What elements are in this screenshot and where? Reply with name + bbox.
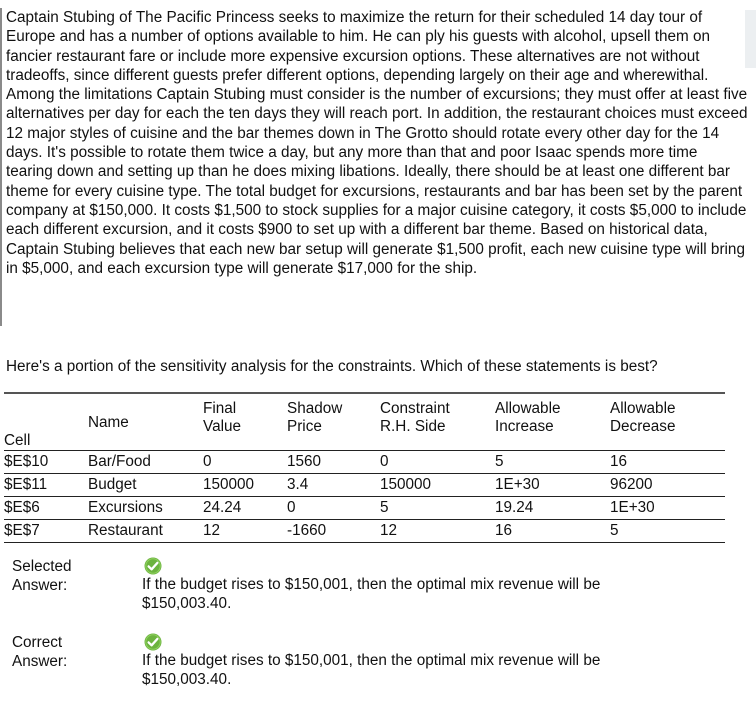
row-name: Bar/Food	[88, 453, 151, 470]
row-cell: $E$10	[4, 453, 49, 470]
header-allowable-decrease-line2: Decrease	[610, 418, 676, 435]
header-constraint-rhs-line2: R.H. Side	[380, 418, 446, 435]
question-prompt: Here's a portion of the sensitivity analysis for the constraints. Which of these statements is best?	[6, 358, 658, 375]
header-allowable-decrease-line1: Allowable	[610, 400, 676, 417]
correct-answer	[142, 633, 642, 689]
question-text: Captain Stubing of The Pacific Princess seeks to maximize the return for their scheduled 14 day tour of Europe and has a number of options available to him. He can ply his guests with alcohol, upsell them on fancier restaurant fare or include more expensive excursion options. These alternatives are not without tradeoffs, since different guests prefer different options, depending largely on their age and wherewithal. Among the limitations Captain Stubing must consider is the number of excursions; they must offer at least five alternatives per day for each the ten days they will reach port. In addition, the restaurant choices must exceed 12 major styles of cuisine and the bar themes down in The Grotto should rotate every other day for the 14 days. It's possible to rotate them twice a day, but any more than that and poor Isaac spends more time tearing down and setting up than he does mixing libations. Ideally, there should be at least one different bar theme for every cuisine type. The total budget for excursions, restaurants and bar has been set by the parent company at $150,000. It costs $1,500 to stock supplies for a major cuisine category, it costs $5,000 to include each different excursion, and it costs $900 to set up with a different bar theme. Based on historical data, Captain Stubing believes that each new bar setup will generate $1,500 profit, each new cuisine type will bring in $5,000, and each excursion type will generate $17,000 for the ship.	[6, 9, 748, 277]
row-allowable-increase: 1E+30	[495, 476, 540, 493]
header-allowable-increase-line1: Allowable	[495, 400, 561, 417]
header-allowable-decrease	[610, 400, 725, 451]
header-name: Name	[88, 414, 129, 431]
header-final-value-line2: Value	[203, 418, 241, 435]
row-cell: $E$6	[4, 499, 40, 516]
row-constraint-rhs: 5	[380, 499, 389, 516]
row-allowable-increase: 5	[495, 453, 504, 470]
row-shadow-price: 0	[287, 499, 296, 516]
correct-answer-label-line1: Correct	[12, 634, 63, 651]
header-final-value-line1: Final	[203, 400, 237, 417]
table-top-rule	[4, 392, 725, 394]
row-allowable-decrease: 16	[610, 453, 628, 470]
selected-answer-label-line1: Selected	[12, 558, 72, 575]
row-allowable-increase: 16	[495, 522, 513, 539]
row-final-value: 24.24	[203, 499, 242, 516]
table-row	[4, 451, 725, 474]
row-final-value: 12	[203, 522, 221, 539]
correct-check-icon	[144, 633, 162, 651]
table-row	[4, 497, 725, 520]
header-shadow-price-line2: Price	[287, 418, 322, 435]
row-allowable-increase: 19.24	[495, 499, 534, 516]
table-row	[4, 520, 725, 543]
selected-answer-label-line2: Answer:	[12, 577, 68, 594]
header-allowable-increase	[495, 400, 610, 451]
table-header-row	[4, 400, 725, 451]
row-shadow-price: -1660	[287, 522, 327, 539]
row-name: Restaurant	[88, 522, 163, 539]
row-cell: $E$7	[4, 522, 40, 539]
row-name: Excursions	[88, 499, 163, 516]
sensitivity-table	[4, 400, 725, 543]
header-constraint-rhs	[380, 400, 495, 451]
selected-answer-label	[12, 557, 72, 595]
row-allowable-decrease: 96200	[610, 476, 653, 493]
header-cell: Cell	[4, 432, 31, 449]
row-final-value: 0	[203, 453, 212, 470]
row-cell: $E$11	[4, 476, 48, 493]
row-shadow-price: 1560	[287, 453, 322, 470]
header-shadow-price	[287, 400, 380, 451]
row-shadow-price: 3.4	[287, 476, 309, 493]
table-row	[4, 474, 725, 497]
correct-check-icon	[144, 557, 162, 575]
row-constraint-rhs: 0	[380, 453, 389, 470]
row-allowable-decrease: 1E+30	[610, 499, 655, 516]
row-constraint-rhs: 12	[380, 522, 398, 539]
correct-answer-label	[12, 633, 67, 671]
header-shadow-price-line1: Shadow	[287, 400, 343, 417]
selected-answer-text: If the budget rises to $150,001, then the optimal mix revenue will be $150,003.40.	[142, 576, 601, 612]
row-constraint-rhs: 150000	[380, 476, 432, 493]
question-left-border	[0, 8, 2, 326]
selected-answer	[142, 557, 642, 613]
header-allowable-increase-line2: Increase	[495, 418, 554, 435]
row-name: Budget	[88, 476, 137, 493]
row-allowable-decrease: 5	[610, 522, 619, 539]
row-final-value: 150000	[203, 476, 255, 493]
header-final-value	[203, 400, 287, 451]
header-constraint-rhs-line1: Constraint	[380, 400, 450, 417]
correct-answer-label-line2: Answer:	[12, 653, 68, 670]
correct-answer-text: If the budget rises to $150,001, then the optimal mix revenue will be $150,003.40.	[142, 652, 601, 688]
